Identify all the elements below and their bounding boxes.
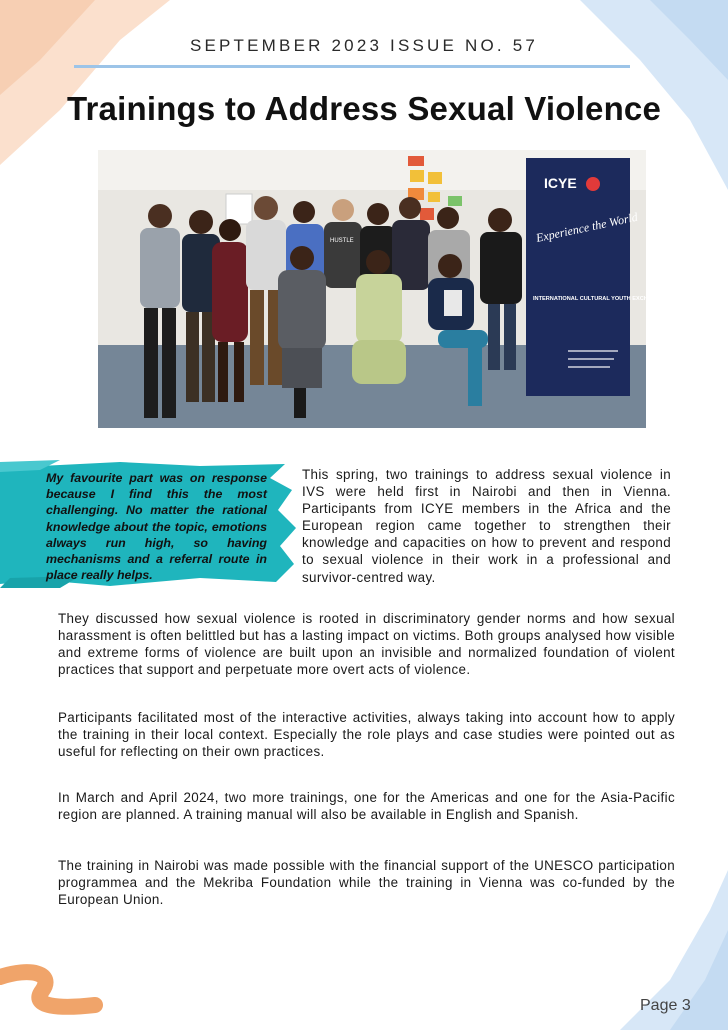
body-paragraph-3: In March and April 2024, two more trainings, one for the Americas and one for the Asia-Pacific region are planned. A training manual will also be available in English and Spanish. [58, 790, 675, 823]
page-number: Page 3 [640, 997, 691, 1014]
top-left-peach-brush [0, 0, 180, 170]
header-divider [74, 65, 630, 68]
body-paragraph-4: The training in Nairobi was made possible with the financial support of the UNESCO participation programmea and the Mekriba Foundation while the training in Vienna was co-funded by the European Union. [58, 858, 675, 908]
issue-header: SEPTEMBER 2023 ISSUE NO. 57 [189, 36, 539, 55]
pull-quote: My favourite part was on response because I find this the most challenging. No matter the rational knowledge about the topic, emotions always run high, so having mechanisms and a referral route in place really helps. [46, 471, 267, 583]
banner-org: INTERNATIONAL CULTURAL YOUTH EXCHANGE [533, 296, 664, 302]
group-photo [98, 150, 664, 428]
banner-brand: ICYE [544, 175, 577, 191]
banner-tagline: Experience the World [534, 209, 639, 245]
body-paragraph-1: They discussed how sexual violence is rooted in discriminatory gender norms and how sexual harassment is often belittled but has a lasting impact on victims. Both groups analysed how visible and extreme forms of violence are built upon an invisible and normalized foundation of violent practices that support and perpetuate more overt acts of violence. [58, 611, 675, 678]
body-paragraph-2: Participants facilitated most of the interactive activities, always taking into account how to apply the training in their local context. Especially the role plays and case studies were pointed out as useful for reflecting on their own practices. [58, 710, 675, 760]
intro-paragraph: This spring, two trainings to address sexual violence in IVS were held first in Nairobi and then in Vienna. Participants from ICYE members in the Africa and the European region came together to strengthen their knowledge and capacities on how to prevent and respond to sexual violence in their work in a professional and survivor-centred way. [302, 467, 671, 585]
article-title: Trainings to Address Sexual Violence [66, 90, 662, 127]
shirt-text: HUSTLE [330, 238, 354, 244]
bottom-left-orange-brush [0, 965, 110, 1030]
